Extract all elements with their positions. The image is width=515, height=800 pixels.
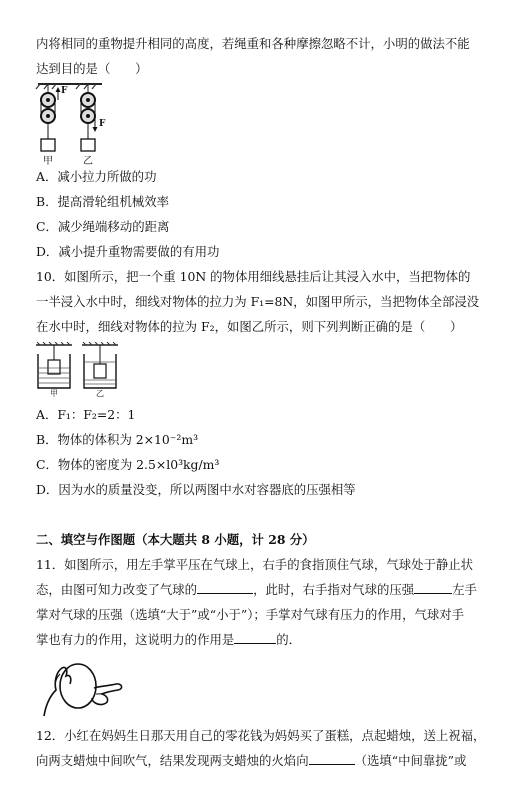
pulley-label-yi: 乙 [83,156,93,167]
q10-option-c: C．物体的密度为 2.5×l0³kg/m³ [36,457,220,472]
q10-option-a: A．F₁：F₂=2：1 [36,407,136,422]
q11-line1: 11．如图所示，用左手掌平压在气球上，右手的食指顶住气球，气球处于静止状 [36,557,474,572]
pulley-label-f-right: F [99,119,106,129]
q11-line4 [36,631,301,649]
q12-line1: 12．小红在妈妈生日那天用自己的零花钱为妈妈买了蛋糕，点起蜡烛，送上祝福， [36,728,486,743]
q11-line2-text-b: ，此时，右手指对气球的压强 [253,582,415,597]
q10-line3: 在水中时，细线对物体的拉为 F₂，如图乙所示，则下列判断正确的是（ ） [36,319,463,334]
q9-option-b: B．提高滑轮组机械效率 [36,194,170,209]
section-2-title: 二、填空与作图题（本大题共 8 小题，计 28 分） [36,532,315,547]
q10-line2: 一半浸入水中时，细线对物体的拉力为 F₁=8N，如图甲所示，当把物体全部浸没 [36,294,480,309]
q11-line4-text-a: 掌也有力的作用，这说明力的作用是 [36,632,235,647]
q10-option-d: D．因为水的质量没变，所以两图中水对容器底的压强相等 [36,482,356,497]
q11-blank-2[interactable] [414,582,452,594]
pulley-label-jia: 甲 [43,156,53,167]
q9-stem-line1: 内将相同的重物提升相同的高度，若绳重和各种摩擦忽略不计，小明的做法不能 [36,36,470,51]
q12-blank-1[interactable] [309,753,355,765]
q9-stem-line2: 达到目的是（ ） [36,61,148,76]
q9-option-a: A．减小拉力所做的功 [36,169,157,184]
q12-line2 [36,752,466,770]
q11-blank-3[interactable] [234,632,276,644]
q11-line2-text-c: 左手 [452,582,477,597]
q11-line2-text-a: 态，由图可知力改变了气球的 [36,582,198,597]
q11-line4-text-b: 的． [276,632,302,647]
q11-line3: 掌对气球的压强（选填“大于”或“小于”）；手掌对气球有压力的作用，气球对手 [36,607,465,622]
pulley-label-f-left: F [61,86,68,96]
beaker-label-yi: 乙 [96,389,104,398]
q12-line2-text-b: （选填“中间靠拢”或 [354,753,467,768]
q9-option-c: C．减少绳端移动的距离 [36,219,170,234]
beaker-label-jia: 甲 [50,389,58,398]
balloon-hand-figure [36,656,128,718]
q10-line1: 10．如图所示，把一个重 10N 的物体用细线悬挂后让其浸入水中，当把物体的 [36,269,471,284]
beaker-figure [32,342,132,398]
q11-blank-1[interactable] [197,582,253,594]
q12-line2-text-a: 向两支蜡烛中间吹气，结果发现两支蜡烛的火焰向 [36,753,309,768]
q11-line2 [36,581,477,599]
q9-option-d: D．减小提升重物需要做的有用功 [36,244,220,259]
q10-option-b: B．物体的体积为 2×10⁻²m³ [36,432,199,447]
